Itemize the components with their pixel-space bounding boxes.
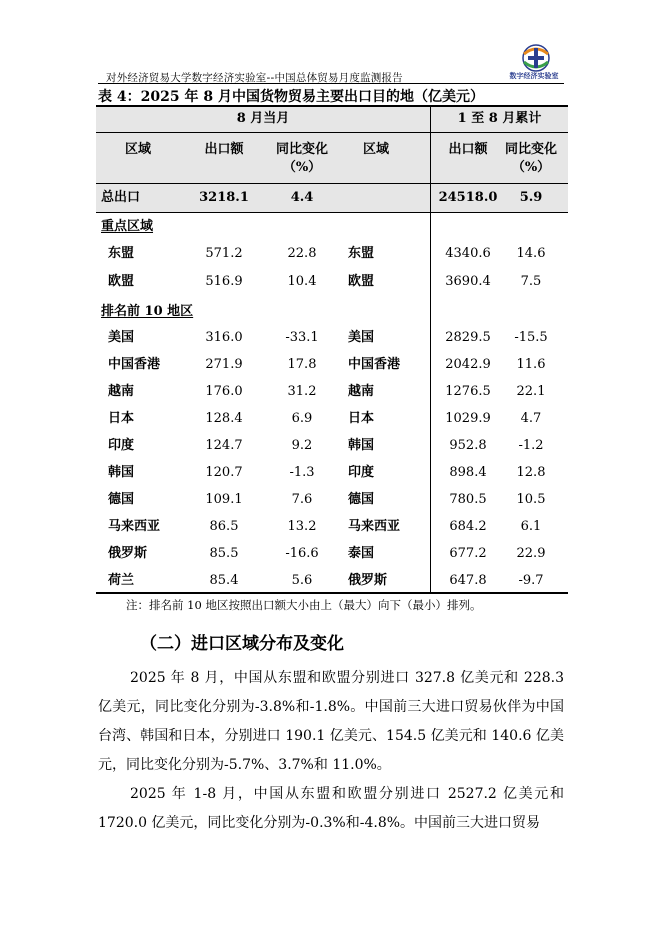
- left-value: 109.1: [205, 492, 243, 507]
- section-key-regions: 重点区域: [101, 219, 154, 234]
- group-header-current-month: 8 月当月: [236, 111, 290, 126]
- left-region: 越南: [108, 384, 135, 399]
- right-value: 1029.9: [445, 411, 491, 426]
- left-change: -33.1: [285, 330, 319, 345]
- left-value: 124.7: [205, 438, 243, 453]
- export-destination-table: [96, 105, 568, 593]
- left-value: 128.4: [205, 411, 243, 426]
- right-value: 780.5: [449, 492, 487, 507]
- right-change: 4.7: [520, 411, 542, 426]
- right-region: 马来西亚: [348, 519, 401, 534]
- total-label: 总出口: [101, 190, 141, 205]
- running-header: 对外经济贸易大学数字经济实验室--中国总体贸易月度监测报告: [106, 72, 403, 84]
- right-change: 11.6: [516, 357, 546, 372]
- left-value: 516.9: [205, 274, 243, 289]
- left-change: -1.3: [289, 465, 315, 480]
- left-change: 5.6: [291, 573, 313, 588]
- col-header-region: 区域: [362, 142, 389, 157]
- table-bottom-rule: [96, 592, 568, 594]
- section-top10: 排名前 10 地区: [101, 304, 194, 319]
- right-change: 22.1: [516, 384, 546, 399]
- left-change: 9.2: [291, 438, 313, 453]
- left-change: 10.4: [287, 274, 317, 289]
- left-value: 86.5: [209, 519, 239, 534]
- left-region: 欧盟: [108, 274, 135, 289]
- right-change: 6.1: [520, 519, 542, 534]
- header-rule: [98, 83, 564, 84]
- right-region: 俄罗斯: [348, 573, 388, 588]
- right-region: 美国: [348, 330, 375, 345]
- left-region: 美国: [108, 330, 135, 345]
- left-region: 韩国: [108, 465, 135, 480]
- left-change: 31.2: [287, 384, 317, 399]
- total-right-change: 5.9: [519, 190, 543, 205]
- total-right-value: 24518.0: [438, 190, 498, 205]
- right-value: 3690.4: [445, 274, 491, 289]
- left-value: 85.4: [209, 573, 239, 588]
- left-value: 316.0: [205, 330, 243, 345]
- right-change: 14.6: [516, 246, 546, 261]
- right-value: 4340.6: [445, 246, 491, 261]
- left-region: 日本: [108, 411, 135, 426]
- body-paragraph: 2025 年 1-8 月，中国从东盟和欧盟分别进口 2527.2 亿美元和 1720.0 亿美元，同比变化分别为-0.3%和-4.8%。中国前三大进口贸易: [98, 786, 564, 831]
- body-paragraph: 2025 年 8 月，中国从东盟和欧盟分别进口 327.8 亿美元和 228.3 亿美元，同比变化分别为-3.8%和-1.8%。中国前三大进口贸易伙伴为中国台湾、韩国和日本，分别进口 190.1 亿美元、154.5 亿美元和 140.6 亿美元，同比变化分别为-5.7%、3.7%和 11.0%。: [98, 670, 564, 773]
- right-region: 印度: [348, 465, 375, 480]
- col-header-region: 区域: [124, 142, 151, 157]
- right-value: 647.8: [449, 573, 487, 588]
- left-value: 85.5: [209, 546, 239, 561]
- right-change: 12.8: [516, 465, 546, 480]
- col-header-change: 同比变化: [504, 142, 557, 157]
- section-heading: （二）进口区域分布及变化: [140, 634, 344, 654]
- col-header-change-unit: （%）: [511, 160, 551, 175]
- right-region: 东盟: [348, 246, 375, 261]
- col-header-change-unit: （%）: [282, 160, 322, 175]
- total-left-value: 3218.1: [199, 190, 249, 205]
- group-header-rule: [96, 132, 568, 133]
- right-change: 22.9: [516, 546, 546, 561]
- right-change: -9.7: [518, 573, 544, 588]
- right-region: 中国香港: [348, 357, 401, 372]
- right-value: 898.4: [449, 465, 487, 480]
- right-region: 泰国: [348, 546, 375, 561]
- right-region: 日本: [348, 411, 375, 426]
- left-change: 7.6: [291, 492, 313, 507]
- table-top-rule: [96, 105, 568, 107]
- right-region: 韩国: [348, 438, 375, 453]
- right-change: -15.5: [514, 330, 548, 345]
- col-header-change: 同比变化: [275, 142, 328, 157]
- left-region: 德国: [108, 492, 135, 507]
- right-change: 7.5: [520, 274, 542, 289]
- left-change: 13.2: [287, 519, 317, 534]
- left-region: 荷兰: [108, 573, 135, 588]
- right-change: -1.2: [518, 438, 544, 453]
- right-value: 1276.5: [445, 384, 491, 399]
- logo-label: 数字经济实验室: [509, 72, 559, 80]
- left-value: 120.7: [205, 465, 243, 480]
- right-value: 677.2: [449, 546, 487, 561]
- group-header-cumulative: 1 至 8 月累计: [457, 111, 542, 126]
- left-region: 印度: [108, 438, 135, 453]
- right-region: 越南: [348, 384, 375, 399]
- right-value: 2829.5: [445, 330, 491, 345]
- left-region: 中国香港: [108, 357, 161, 372]
- table-caption: 表 4：2025 年 8 月中国货物贸易主要出口目的地（亿美元）: [98, 89, 484, 105]
- left-value: 176.0: [205, 384, 243, 399]
- right-value: 684.2: [449, 519, 487, 534]
- column-header-rule: [96, 183, 568, 184]
- left-change: -16.6: [285, 546, 319, 561]
- total-row-rule: [96, 212, 568, 213]
- right-region: 德国: [348, 492, 375, 507]
- left-value: 571.2: [205, 246, 243, 261]
- table-note: 注：排名前 10 地区按照出口额大小由上（最大）向下（最小）排列。: [126, 598, 482, 612]
- left-change: 17.8: [287, 357, 317, 372]
- left-change: 22.8: [287, 246, 317, 261]
- right-region: 欧盟: [348, 274, 375, 289]
- left-change: 6.9: [291, 411, 313, 426]
- col-header-export: 出口额: [448, 142, 488, 157]
- left-region: 俄罗斯: [108, 546, 148, 561]
- right-value: 2042.9: [445, 357, 491, 372]
- total-left-change: 4.4: [290, 190, 314, 205]
- right-change: 10.5: [516, 492, 546, 507]
- left-region: 马来西亚: [108, 519, 161, 534]
- left-value: 271.9: [205, 357, 243, 372]
- left-region: 东盟: [108, 246, 135, 261]
- right-value: 952.8: [449, 438, 487, 453]
- col-header-export: 出口额: [204, 142, 244, 157]
